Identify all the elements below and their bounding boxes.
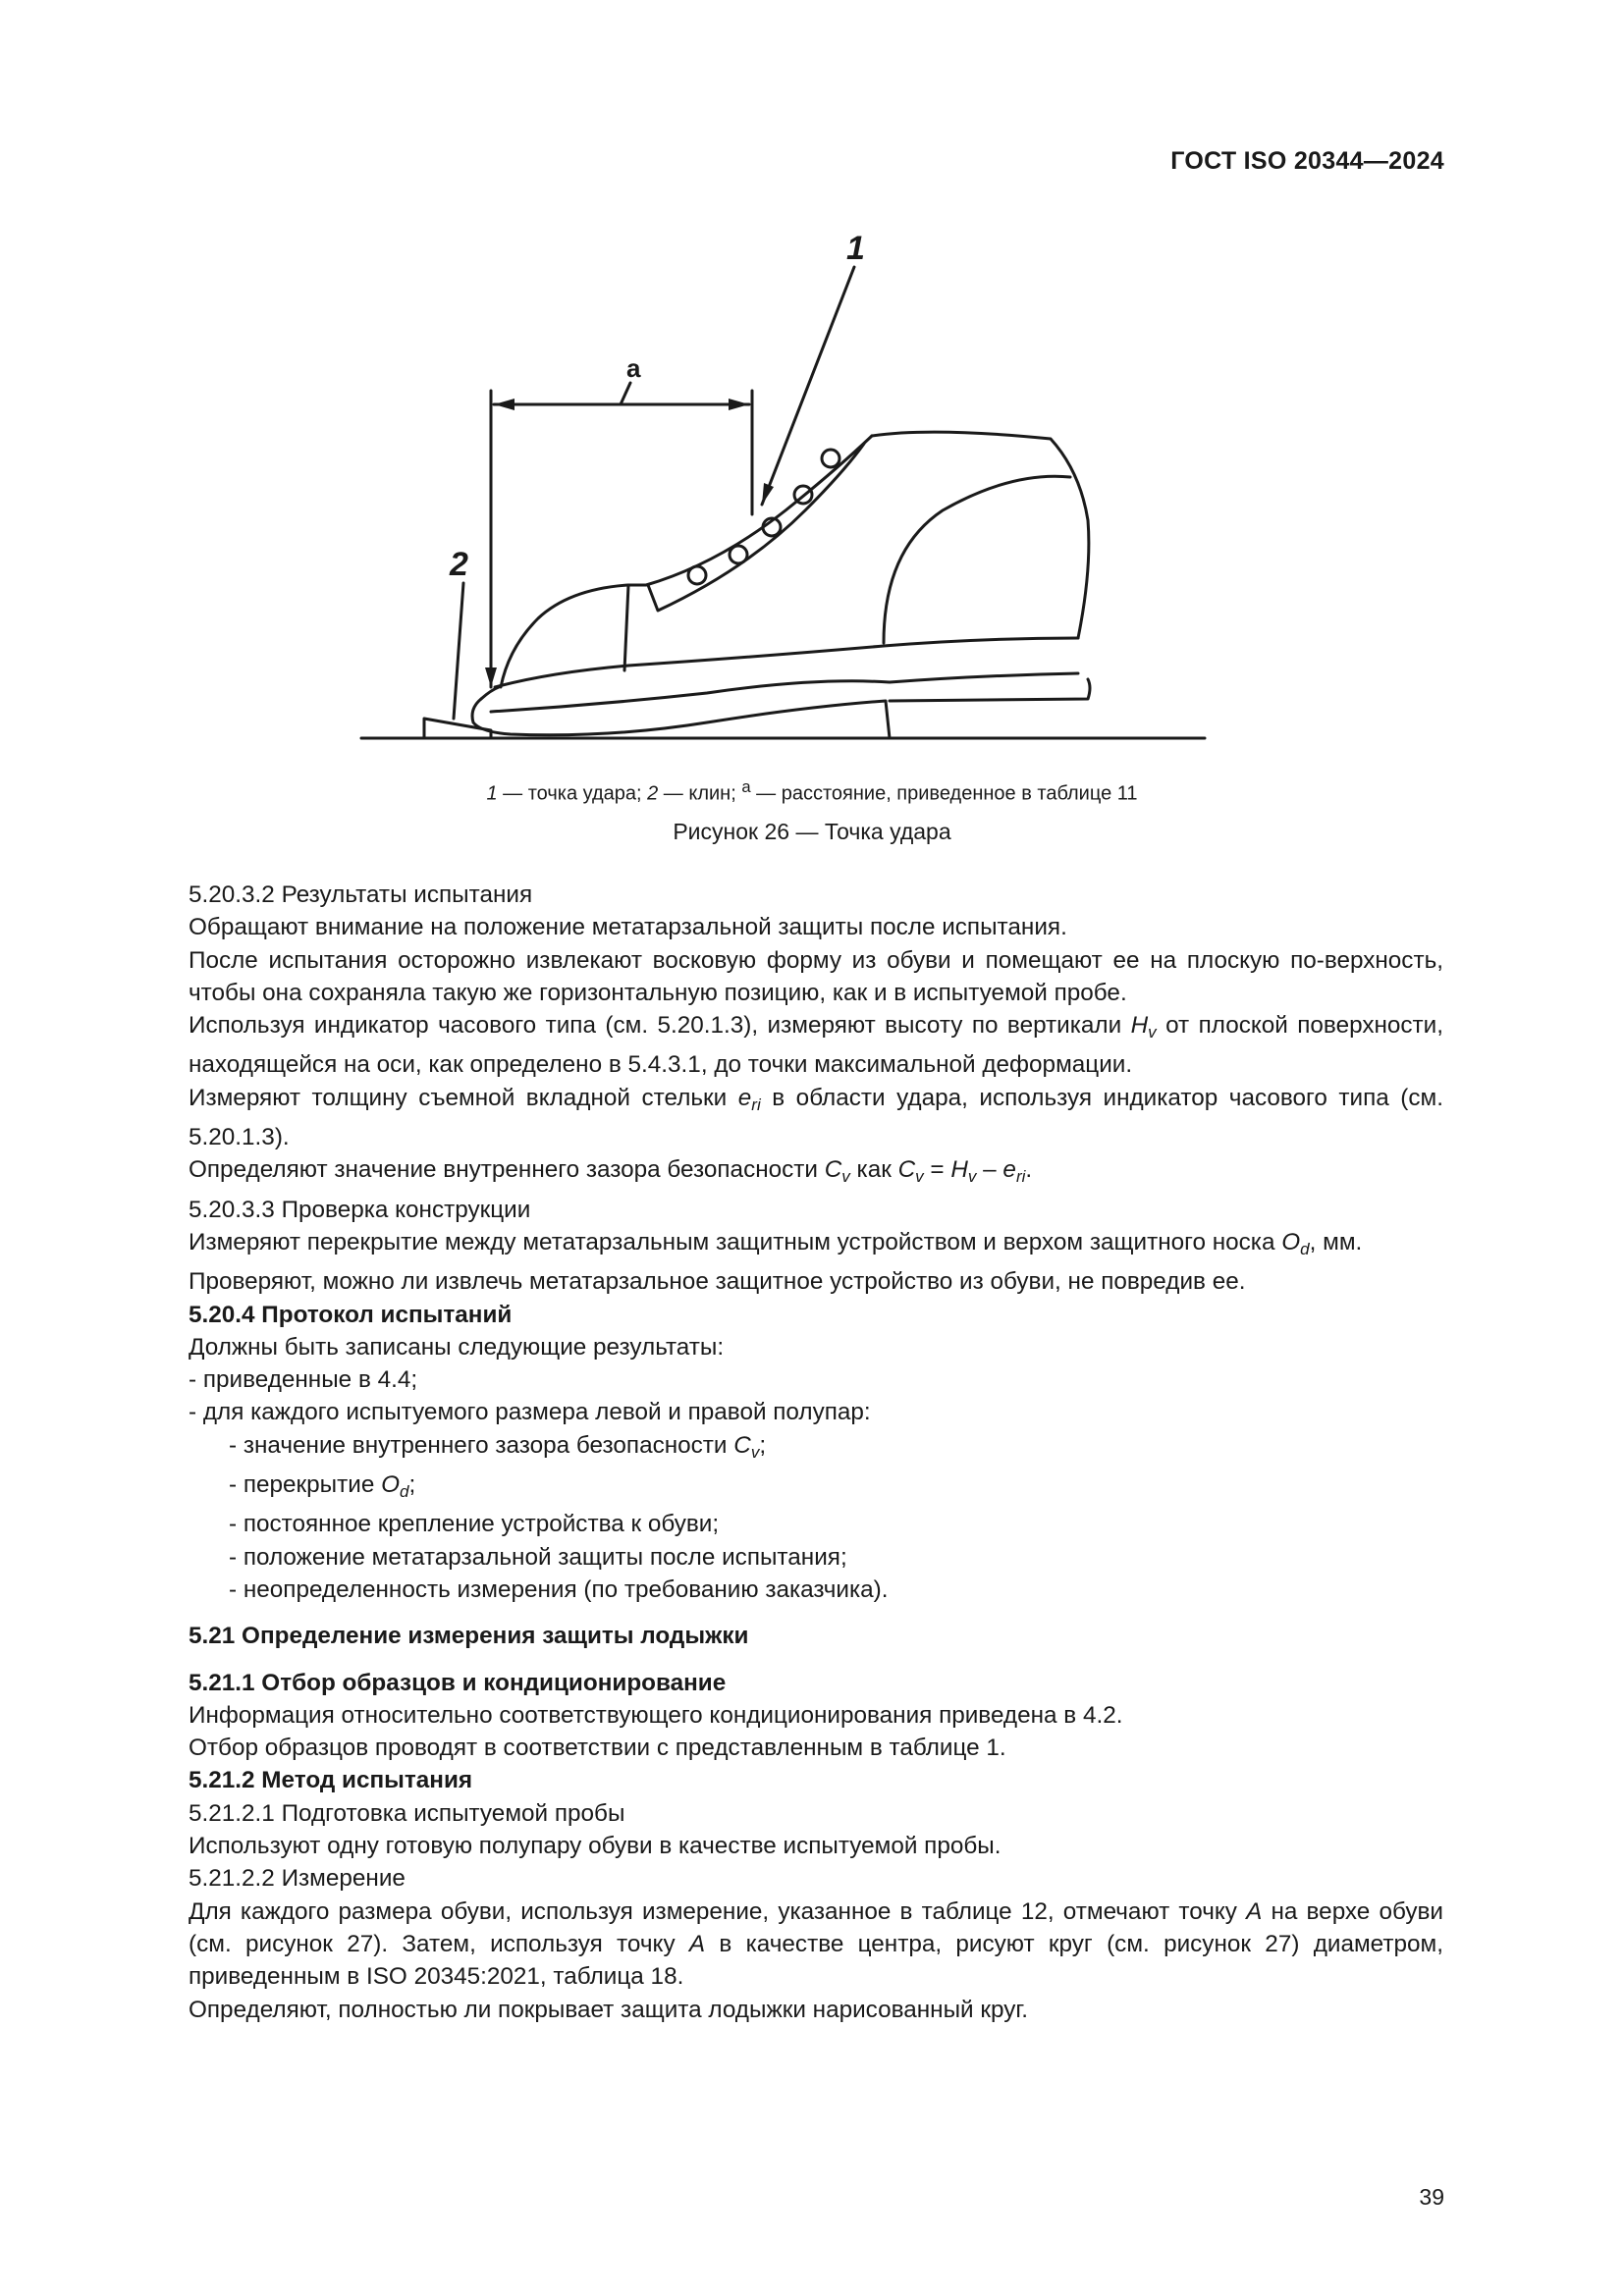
shoe-back-counter bbox=[884, 476, 1070, 643]
paragraph: Отбор образцов проводят в соответствии с представленным в таблице 1. bbox=[189, 1735, 1006, 1762]
figure-title: Рисунок 26 — Точка удара bbox=[673, 819, 951, 844]
shoe-toe-cap bbox=[501, 436, 872, 687]
paragraph: Измеряют перекрытие между метатарзальным защитным устройством и верхом защитного носка $O_d$, мм. bbox=[189, 1228, 1363, 1258]
paragraph: Проверяют, можно ли извлечь метатарзальное защитное устройство из обуви, не повредив ее. bbox=[189, 1268, 1246, 1296]
paragraph: Для каждого размера обуви, используя измерение, указанное в таблице 12, отмечают точку A на верхе обуви (см. рисунок 27). Затем, используя точку A в качестве центра, рисуют круг (см. рисунок 27) диаметром, приведенным в ISO 20345:2021, таблица 18. bbox=[189, 1897, 1443, 1991]
paragraph: 5.21.2.1 Подготовка испытуемой пробы bbox=[189, 1799, 625, 1827]
figure-legend: 1 — точка удара; 2 — клин; $^a$ — расстояние, приведенное в таблице 11 bbox=[486, 777, 1138, 805]
paragraph: 5.21.2.2 Измерение bbox=[189, 1865, 406, 1893]
list-item: - значение внутреннего зазора безопасности $C_v$; bbox=[229, 1431, 767, 1462]
body-text bbox=[182, 879, 1443, 2026]
list-item: - перекрытие $O_d$; bbox=[229, 1471, 416, 1502]
paragraph: 5.20.3.3 Проверка конструкции bbox=[189, 1196, 531, 1223]
eyelet-5 bbox=[822, 450, 839, 467]
section-heading: 5.20.4 Протокол испытаний bbox=[189, 1301, 513, 1328]
section-heading: 5.21 Определение измерения защиты лодыжки bbox=[189, 1623, 749, 1650]
page-number: 39 bbox=[1419, 2184, 1444, 2210]
section-heading: 5.21.1 Отбор образцов и кондиционирование bbox=[189, 1669, 727, 1696]
shoe-shaft bbox=[872, 432, 1089, 638]
list-item: - приведенные в 4.4; bbox=[189, 1366, 418, 1394]
label-distance: a bbox=[626, 353, 641, 383]
paragraph: Должны быть записаны следующие результаты: bbox=[189, 1333, 725, 1361]
list-item: - для каждого испытуемого размера левой и правой полупар: bbox=[189, 1399, 871, 1426]
eyelet-1 bbox=[688, 566, 706, 584]
paragraph: Информация относительно соответствующего кондиционирования приведена в 4.2. bbox=[189, 1701, 1123, 1729]
paragraph: Обращают внимание на положение метатарзальной защиты после испытания. bbox=[189, 914, 1067, 941]
list-item: - неопределенность измерения (по требованию заказчика). bbox=[229, 1575, 889, 1603]
paragraph: Используя индикатор часового типа (см. 5.20.1.3), измеряют высоту по вертикали $H_v$ от плоской поверхности, находящейся на оси, как определено в 5.4.3.1, до точки максимальной деформации. bbox=[189, 1012, 1443, 1079]
shoe-eyelet-facing bbox=[648, 444, 864, 611]
label-impact-point: 1 bbox=[846, 230, 865, 267]
paragraph: После испытания осторожно извлекают восковую форму из обуви и помещают ее на плоскую по-верхность, чтобы она сохраняла такую же горизонтальную позицию, как и в испытуемой пробе. bbox=[189, 946, 1443, 1006]
shoe-outsole bbox=[472, 699, 890, 738]
shoe-welt bbox=[495, 638, 1078, 687]
wedge-leader bbox=[454, 583, 463, 719]
eyelet-2 bbox=[730, 546, 747, 563]
paragraph: Определяют, полностью ли покрывает защита лодыжки нарисованный круг. bbox=[189, 1996, 1029, 2023]
list-item: - постоянное крепление устройства к обуви; bbox=[229, 1511, 720, 1538]
paragraph: Измеряют толщину съемной вкладной стельки $e_{ri}$ в области удара, используя индикатор часового типа (см. 5.20.1.3). bbox=[189, 1084, 1443, 1151]
document-header: ГОСТ ISO 20344—2024 bbox=[1170, 147, 1444, 175]
label-wedge: 2 bbox=[450, 546, 468, 583]
list-item: - положение метатарзальной защиты после испытания; bbox=[229, 1543, 847, 1571]
paragraph: Определяют значение внутреннего зазора безопасности $C_v$ как $C_v = H_v - e_{ri}$. bbox=[189, 1156, 1033, 1187]
section-heading: 5.21.2 Метод испытания bbox=[189, 1767, 473, 1794]
shoe-impact-point-figure bbox=[0, 216, 1624, 766]
impact-point-leader bbox=[762, 267, 854, 505]
paragraph: Используют одну готовую полупару обуви в качестве испытуемой пробы. bbox=[189, 1833, 1001, 1860]
paragraph: 5.20.3.2 Результаты испытания bbox=[189, 881, 533, 908]
